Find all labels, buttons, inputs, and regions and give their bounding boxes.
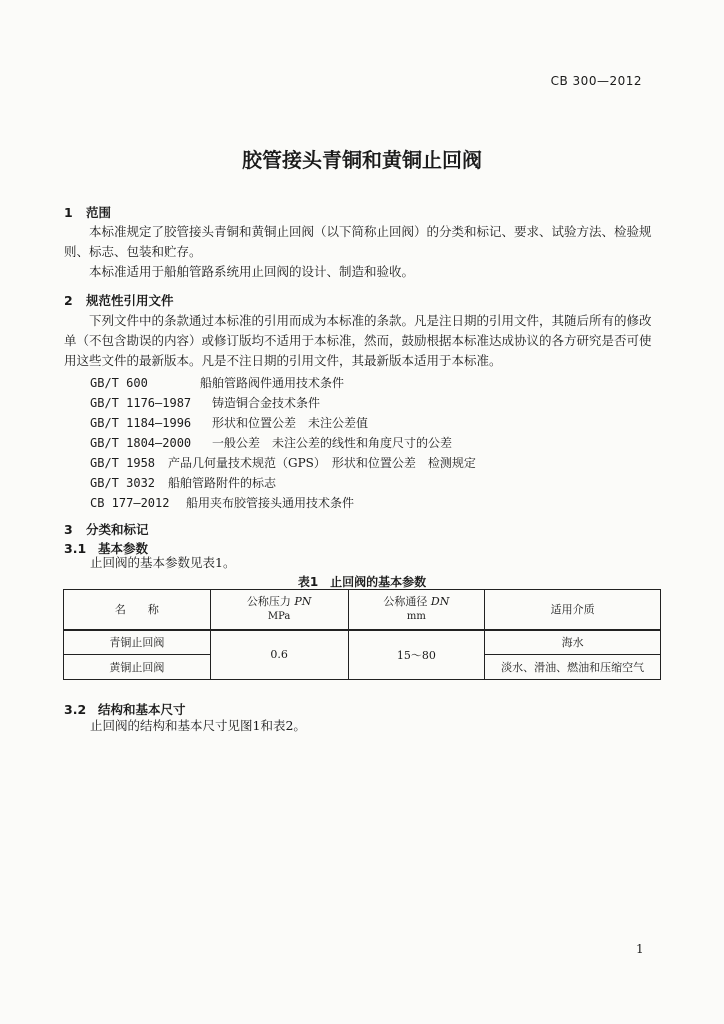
standard-code: CB 300—2012 — [550, 74, 642, 88]
reference-title: 形状和位置公差 未注公差值 — [212, 416, 369, 430]
section-1-paragraph-1: 本标准规定了胶管接头青铜和黄铜止回阀（以下简称止回阀）的分类和标记、要求、试验方法、检验规则、标志、包装和贮存。 — [64, 224, 652, 259]
section-number: 3.1 — [64, 541, 87, 556]
section-number: 3 — [64, 522, 73, 537]
reference-code: GB/T 600 — [90, 376, 148, 390]
table-1-basic-parameters — [63, 589, 661, 680]
section-title: 结构和基本尺寸 — [98, 702, 186, 717]
reference-title: 产品几何量技术规范（GPS） 形状和位置公差 检测规定 — [168, 456, 476, 470]
reference-code: GB/T 3032 — [90, 476, 156, 490]
table-1-caption: 表1 止回阀的基本参数 — [297, 575, 427, 589]
section-3-heading — [64, 520, 149, 538]
cell-name: 青铜止回阀 — [64, 630, 211, 655]
reference-title: 船舶管路阀件通用技术条件 — [200, 376, 345, 390]
reference-item — [90, 374, 344, 391]
reference-title: 一般公差 未注公差的线性和角度尺寸的公差 — [212, 436, 453, 450]
document-title: 胶管接头青铜和黄铜止回阀 — [242, 148, 482, 172]
header-name: 名 称 — [64, 590, 211, 630]
reference-title: 铸造铜合金技术条件 — [212, 396, 321, 410]
cell-medium: 海水 — [485, 630, 661, 655]
section-2-intro: 下列文件中的条款通过本标准的引用而成为本标准的条款。凡是注日期的引用文件，其随后所有的修改单（不包含勘误的内容）或修订版均不适用于本标准，然而，鼓励根据本标准达成协议的各方研究是否可使用这些文件的最新版本。凡是不注日期的引用文件，其最新版本适用于本标准。 — [64, 313, 652, 368]
header-medium: 适用介质 — [485, 590, 661, 630]
section-number: 2 — [64, 293, 73, 308]
reference-code: CB 177—2012 — [90, 496, 170, 510]
reference-item — [90, 394, 320, 411]
section-title: 范围 — [86, 205, 112, 220]
reference-item — [90, 434, 452, 451]
section-1-heading — [64, 203, 111, 221]
page-number: 1 — [636, 942, 644, 956]
section-number: 3.2 — [64, 702, 87, 717]
section-title: 分类和标记 — [86, 522, 149, 537]
cell-diameter: 15～80 — [348, 630, 485, 680]
reference-item — [90, 494, 354, 511]
pressure-symbol: PN — [294, 595, 312, 609]
header-diameter: 公称通径 DN mm — [348, 590, 485, 630]
section-number: 1 — [64, 205, 73, 220]
header-pressure: 公称压力 PN MPa — [210, 590, 348, 630]
section-1-paragraph-2: 本标准适用于船舶管路系统用止回阀的设计、制造和验收。 — [89, 264, 415, 279]
reference-item — [90, 414, 368, 431]
reference-item — [90, 454, 476, 471]
reference-title: 船舶管路附件的标志 — [168, 476, 277, 490]
reference-code: GB/T 1804—2000 — [90, 436, 192, 450]
reference-title: 船用夹布胶管接头通用技术条件 — [186, 496, 355, 510]
diameter-symbol: DN — [430, 595, 450, 609]
cell-pressure: 0.6 — [210, 630, 348, 680]
section-title: 规范性引用文件 — [86, 293, 174, 308]
pressure-unit: MPa — [267, 611, 291, 623]
section-3-1-text: 止回阀的基本参数见表1。 — [90, 555, 236, 570]
section-3-2-text: 止回阀的结构和基本尺寸见图1和表2。 — [90, 718, 306, 733]
section-title: 基本参数 — [98, 541, 149, 556]
cell-medium: 淡水、滑油、燃油和压缩空气 — [485, 655, 661, 680]
reference-code: GB/T 1176—1987 — [90, 396, 192, 410]
reference-item — [90, 474, 276, 491]
cell-name: 黄铜止回阀 — [64, 655, 211, 680]
table-row — [64, 630, 661, 655]
diameter-unit: mm — [406, 611, 426, 623]
reference-code: GB/T 1958 — [90, 456, 156, 470]
section-2-heading — [64, 291, 174, 309]
reference-code: GB/T 1184—1996 — [90, 416, 192, 430]
